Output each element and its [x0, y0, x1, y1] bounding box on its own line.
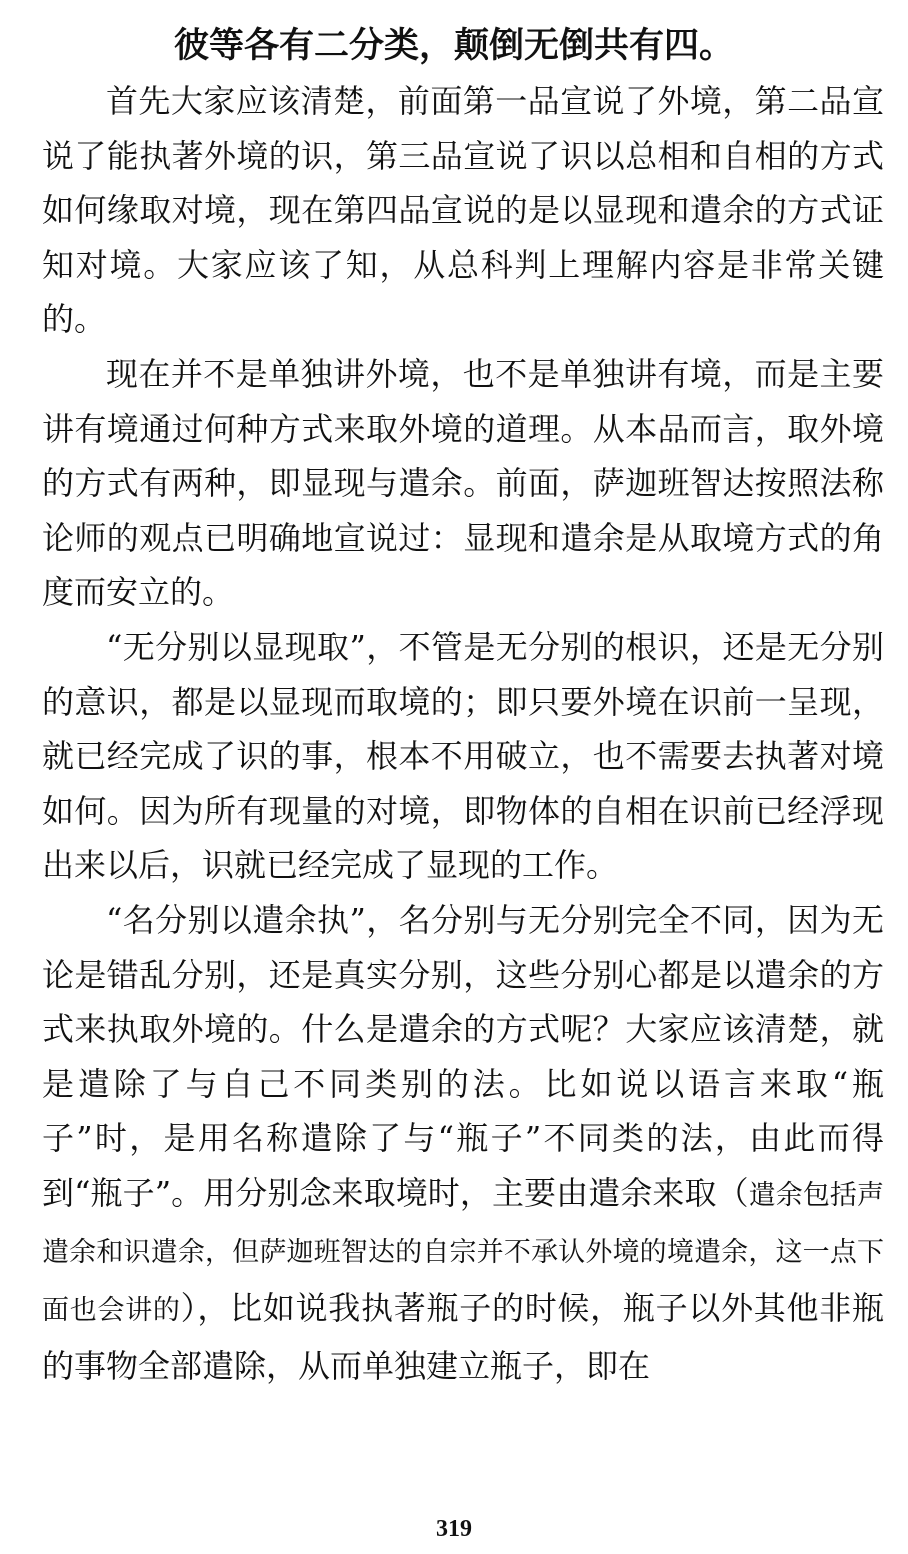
- paragraph-2: 现在并不是单独讲外境，也不是单独讲有境，而是主要讲有境通过何种方式来取外境的道理。从本品而言，取外境的方式有两种，即显现与遣余。前面，萨迦班智达按照法称论师的观点已明确地宣说过：显现和遣余是从取境方式的角度而安立的。: [42, 354, 884, 612]
- paragraph-4-text-before-note: “名分别以遣余执”，名分别与无分别完全不同，因为无论是错乱分别，还是真实分别，这些分别心都是以遣余的方式来执取外境的。什么是遣余的方式呢？大家应该清楚，就是遣除了与自己不同类别的法。比如说以语言来取“瓶子”时，是用名称遣除了与“瓶子”不同类的法，由此而得到“瓶子”。用分别念来取境时，主要由遣余来取（: [42, 900, 884, 1212]
- paragraph-4: [42, 893, 884, 1393]
- parenthetical-note: 遣余包括声遣余和识遣余，但萨迦班智达的自宗并不承认外境的境遣余，这一点下面也会讲的: [42, 1179, 884, 1327]
- paragraph-3: “无分别以显现取”，不管是无分别的根识，还是无分别的意识，都是以显现而取境的；即只要外境在识前一呈现，就已经完成了识的事，根本不用破立，也不需要去执著对境如何。因为所有现量的对境，即物体的自相在识前已经浮现出来以后，识就已经完成了显现的工作。: [42, 627, 884, 885]
- verse-heading: 彼等各有二分类，颠倒无倒共有四。: [173, 26, 734, 66]
- paragraph-1: 首先大家应该清楚，前面第一品宣说了外境，第二品宣说了能执著外境的识，第三品宣说了识以总相和自相的方式如何缘取对境，现在第四品宣说的是以显现和遣余的方式证知对境。大家应该了知，从总科判上理解内容是非常关键的。: [42, 82, 884, 339]
- body-text: [42, 74, 884, 1393]
- paragraph-4-text-after-note: ），比如说我执著瓶子的时候，瓶子以外其他非瓶的事物全部遣除，从而单独建立瓶子，即在: [42, 1289, 884, 1385]
- page-number: 319: [436, 1516, 472, 1542]
